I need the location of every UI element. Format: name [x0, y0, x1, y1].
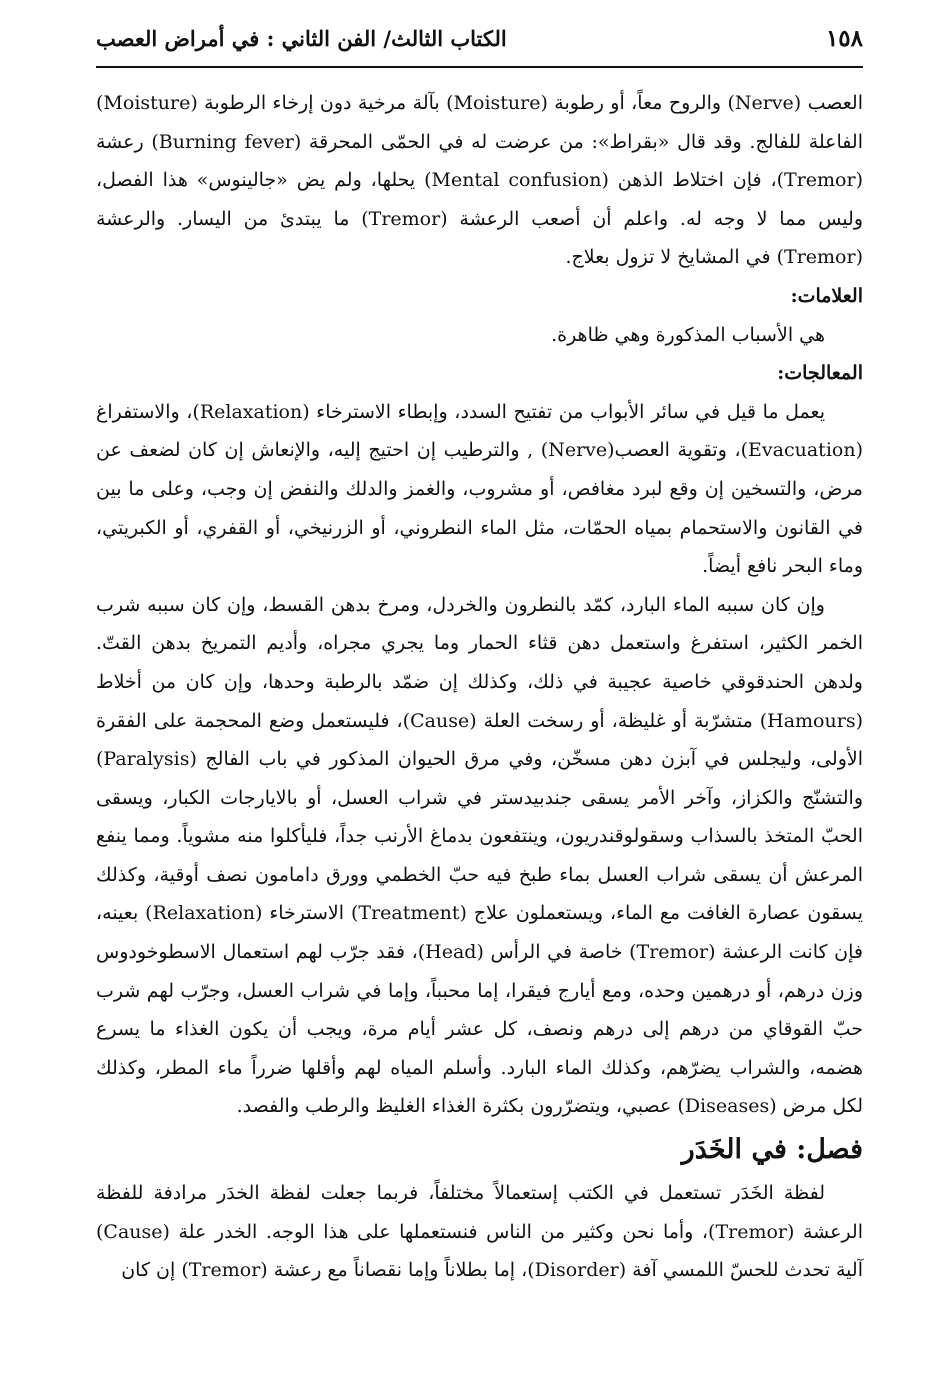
header-rule [96, 66, 863, 68]
section-title-numbness: فصل: في الخَدَر [681, 1134, 863, 1166]
signs-text: هي الأسباب المذكورة وهي ظاهرة. [551, 323, 825, 346]
running-header [96, 18, 863, 58]
signs-heading: العلامات: [790, 284, 863, 307]
paragraph-numbness: لفظة الخَدَر تستعمل في الكتب إستعمالاً مختلفاً، فربما جعلت لفظة الخدَر مرادفة للفظة الرعشة (Tremor)، وأما نحن وكثير من الناس فنستعملها على هذا الوجه. الخدر علة (Cause) آلية تحدث للحسّ اللمسي آفة (Disorder)، إما بطلاناً وإما نقصاناً مع رعشة (Tremor) إن كان [96, 1182, 863, 1282]
treatments-heading: المعالجات: [777, 362, 863, 385]
paragraph-tremor-causes: العصب (Nerve) والروح معاً، أو رطوبة (Moisture) بآلة مرخية دون إرخاء الرطوبة (Moisture) الفاعلة للفالج. وقد قال «بقراط»: من عرضت له في الحمّى المحرقة (Burning fever) رعشة (Tremor)، فإن اختلاط الذهن (Mental confusion) يحلها، ولم يض «جالينوس» هذا الفصل، وليس مما لا وجه له. واعلم أن أصعب الرعشة (Tremor) ما يبتدئ من اليسار. والرعشة (Tremor) في المشايخ لا تزول بعلاج. [96, 92, 863, 269]
paragraph-treatments: يعمل ما قيل في سائر الأبواب من تفتيح السدد، وإبطاء الاسترخاء (Relaxation)، والاستفراغ (Evacuation)، وتقوية العصب(Nerve) , والترطيب إن احتيج إليه، والإنعاش إن كان لضعف عن مرض، والتسخين إن وقع لبرد مغافص، أو مشروب، والغمز والدلك والنفض إن وجب، وعلى ما بين في القانون والاستحمام بمياه الحمّات، مثل الماء النطروني، أو الزرنيخي، أو القفري، أو الكبريتي، وماء البحر نافع أيضاً. [96, 400, 863, 578]
page-body [96, 84, 863, 1290]
page-number: ١٥٨ [825, 24, 863, 52]
running-title: الكتاب الثالث/ الفن الثاني : في أمراض العصب [96, 25, 507, 51]
paragraph-cold-water-cause: وإن كان سببه الماء البارد، كمّد بالنطرون والخردل، ومرخ بدهن القسط، وإن كان سببه شرب الخمر الكثير، استفرغ واستعمل دهن قثاء الحمار وما يجري مجراه، وأديم التمريخ بدهن القتّ. ولدهن الحندقوقي خاصية عجيبة في ذلك، وكذلك إن ضمّد بالرطبة وحدها، وإن كان من أخلاط (Hamours) متشرّبة أو غليظة، أو رسخت العلة (Cause)، فليستعمل وضع المحجمة على الفقرة الأولى، وليجلس في آبزن دهن مسخّن، وفي مرق الحيوان المذكور في باب الفالج (Paralysis) والتشنّج والكزاز، وآخر الأمر يسقى جندبيدستر في شراب العسل، أو بالايارجات الكبار، ويسقى الحبّ المتخذ بالسذاب وسقولوقندريون، وينتفعون بدماغ الأرنب جداً، فليأكلوا منه مشوياً. ومما ينفع المرعش أن يسقى شراب العسل بماء طبخ فيه حبّ الخطمي وورق دامامون نصف أوقية، وكذلك يسقون عصارة الغافت مع الماء، ويستعملون علاج (Treatment) الاسترخاء (Relaxation) بعينه، فإن كانت الرعشة (Tremor) خاصة في الرأس (Head)، فقد جرّب لهم استعمال الاسطوخودوس وزن درهم، أو درهمين وحده، ومع أيارج فيقرا، إما محبباً، وإما في شراب العسل، وجرّب لهم شرب حبّ القوقاي من درهم إلى درهم ونصف، كل عشر أيام مرة، ويجب أن يكون الغذاء ما يسرع هضمه، والشراب يضرّهم، وكذلك الماء البارد. وأسلم المياه لهم وأقلها ضرراً ماء المطر، وكذلك لكل مرض (Diseases) عصبي، ويتضرّرون بكثرة الغذاء الغليظ والرطب والفصد. [96, 593, 864, 1118]
